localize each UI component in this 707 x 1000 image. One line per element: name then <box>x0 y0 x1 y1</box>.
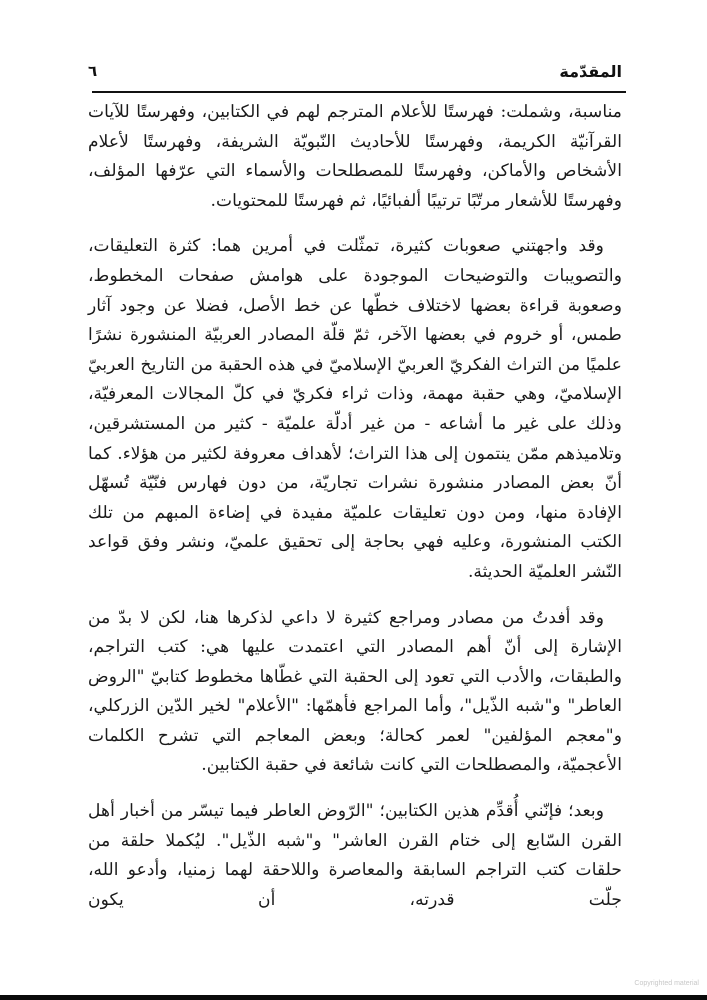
paragraph-4: وبعد؛ فإنّني أُقدِّم هذين الكتابين؛ "الرّوض العاطر فيما تيسّر من أخبار أهل القرن السّابع إلى ختام القرن العاشر" و"شبه الذّيل". ليُكملا حلقة من حلقات كتب التراجم السابقة والمعاصرة واللاحقة لهما زمنيا، وأدعو الله، جلّت قدرته، أن يكون <box>88 801 622 910</box>
running-header <box>88 58 622 84</box>
paragraph-1: مناسبة، وشملت: فهرستًا للأعلام المترجم لهم في الكتابين، وفهرستًا للآيات القرآنيّة الكريمة، وفهرستًا للأحاديث النّبويّة الشريفة، وفهرستًا لأعلام الأشخاص والأماكن، وفهرستًا للمصطلحات والأسماء التي عرّفها المؤلف، وفهرستًا للأشعار مرتّبًا ترتيبًا ألفبائيًا، ثم فهرستًا للمحتويات. <box>88 102 622 211</box>
scan-bottom-edge <box>0 995 707 1000</box>
header-divider <box>92 91 626 93</box>
body-text <box>88 98 622 931</box>
paragraph-2: وقد واجهتني صعوبات كثيرة، تمثّلت في أمرين هما: كثرة التعليقات، والتصويبات والتوضيحات الموجودة على هوامش صفحات المخطوط، وصعوبة قراءة بعضها لاختلاف خطّها عن خط الأصل، فضلا عن وجود آثار طمس، أو خروم في بعضها الآخر، ثمّ قلّة المصادر العربيّة المنشورة نشرًا علميًا من التراث الفكريّ العربيّ الإسلاميّ في هذه الحقبة من التاريخ العربيّ الإسلاميّ، وهي حقبة مهمة، وذات ثراء فكريّ في كلّ المجالات المعرفيّة، وذلك على غير ما أشاعه - من غير أدلّة علميّة - كثير من المستشرقين، وتلاميذهم ممّن ينتمون إلى هذا التراث؛ لأهداف معروفة لكثير من هؤلاء. كما أنّ بعض المصادر منشورة نشرات تجاريّة، من دون فهارس فنّيّة تُسهّل الإفادة منها، ومن دون تعليقات علميّة مفيدة في إضاءة المبهم من تلك الكتب المنشورة، وعليه فهي بحاجة إلى تحقيق علميّ، ونشر وفق قواعد النّشر العلميّة الحديثة. <box>88 236 622 582</box>
book-page <box>88 0 622 970</box>
paragraph-3: وقد أفدتُ من مصادر ومراجع كثيرة لا داعي لذكرها هنا، لكن لا بدّ من الإشارة إلى أنّ أهم المصادر التي اعتمدت عليها هي: كتب التراجم، والطبقات، والأدب التي تعود إلى الحقبة التي غطّاها مخطوط كتابيّ "الروض العاطر" و"شبه الذّيل"، وأما المراجع فأهمّها: "الأعلام" لخير الدّين الزركلي، و"معجم المؤلفين" لعمر كحالة؛ وبعض المعاجم التي تشرح الكلمات الأعجميّة، والمصطلحات التي كانت شائعة في حقبة الكتابين. <box>88 607 622 776</box>
chapter-title: المقدّمة <box>559 61 622 81</box>
page-number: ٦ <box>88 62 98 80</box>
copyright-watermark: Copyrighted material <box>634 980 699 987</box>
